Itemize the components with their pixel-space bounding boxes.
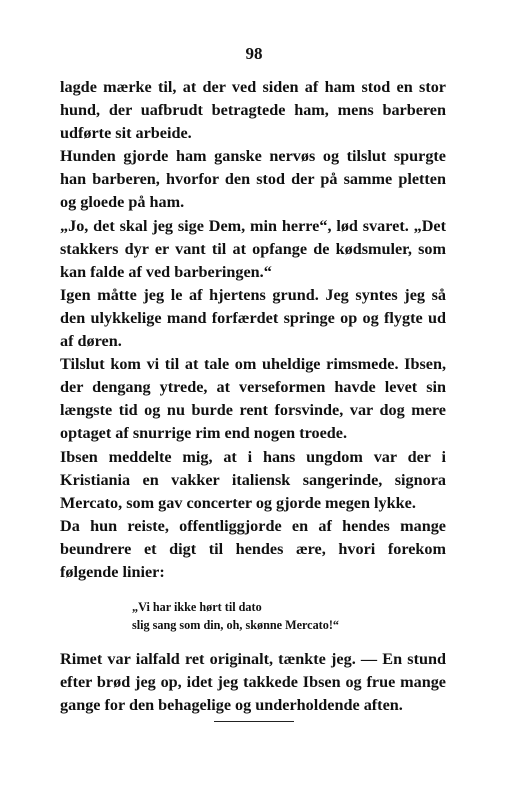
paragraph: Tilslut kom vi til at tale om uheldige rimsmede. Ibsen, der dengang ytrede, at verseformen havde levet sin længste tid og nu burde rent forsvinde, var dog mere optaget af snurrige rim end nogen troede. (60, 355, 446, 443)
paragraph: „Jo, det skal jeg sige Dem, min herre“, lød svaret. „Det stakkers dyr er vant til at opfange de kødsmuler, som kan falde af ved barberingen.“ (60, 216, 446, 281)
end-rule (214, 721, 294, 722)
paragraph: Ibsen meddelte mig, at i hans ungdom var der i Kristiania en vakker italiensk sangerinde, signora Mercato, som gav concerter og gjorde megen lykke. (60, 447, 446, 512)
verse-line: slig sang som din, oh, skønne Mercato!“ (132, 618, 339, 633)
verse-quote (132, 598, 446, 634)
body-text (60, 76, 446, 717)
page-number: 98 (245, 44, 263, 63)
paragraph: Hunden gjorde ham ganske nervøs og tilslut spurgte han barberen, hvorfor den stod der på samme pletten og gloede på ham. (60, 147, 446, 212)
paragraph: lagde mærke til, at der ved siden af ham stod en stor hund, der uafbrudt betragtede ham, mens barberen udførte sit arbeide. (60, 78, 446, 143)
paragraph: Igen måtte jeg le af hjertens grund. Jeg syntes jeg så den ulykkelige mand forfærdet springe op og flygte ud af døren. (60, 285, 446, 351)
verse-line: „Vi har ikke hørt til dato (132, 600, 262, 615)
paragraph: Rimet var ialfald ret originalt, tænkte jeg. — En stund efter brød jeg op, idet jeg takkede Ibsen og frue mange gange for den behagelige og underholdende aften. (60, 650, 446, 715)
paragraph: Da hun reiste, offentliggjorde en af hendes mange beundrere et digt til hendes ære, hvori forekom følgende linier: (60, 516, 446, 581)
